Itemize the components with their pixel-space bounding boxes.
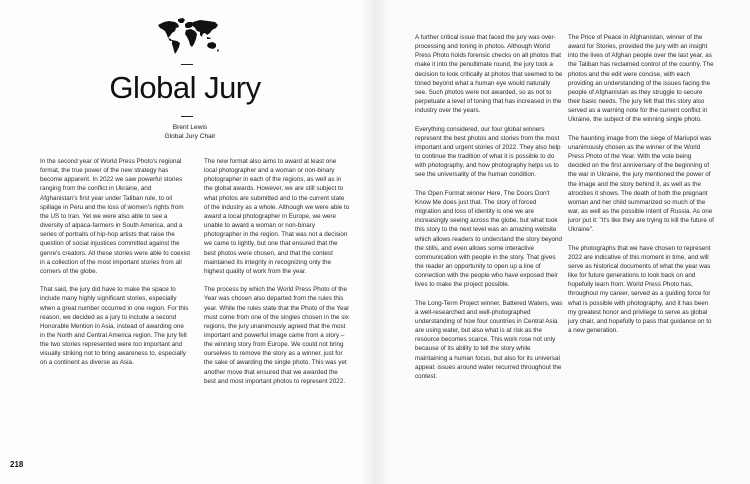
paragraph: The Open Format winner Here, The Doors Don't Know Me does just that. The story of forced migration and loss of identity is one we are increasingly seeing across the globe, but what took this story to the next level was an amazing website which allows readers to understand the story beyond the stills, and even allows some interactive communication with people in the story. That gives the reader an opportunity to open up a line of connection with the people who have exposed their lives to make the project possible. — [415, 189, 563, 289]
text-column-3 — [415, 33, 563, 381]
page-number: 218 — [10, 460, 24, 469]
page-title: Global Jury — [109, 70, 261, 105]
text-column-2 — [204, 157, 350, 386]
title-rule-top — [181, 64, 193, 65]
paragraph: The new format also aims to award at least one local photographer and a woman or non-binary photographer in each of the regions, as well as in the global awards. However, we are still subject to what photos are submitted and to the current state of the industry as a whole. Although we were able to award a local photographer in Europe, we were unable to award a woman or non-binary photographer in the region. That was not a decision we came to lightly, but one that ensured that the best photos were chosen, and that the contest maintained its integrity in recognizing only the highest quality of work from the year. — [204, 158, 350, 275]
paragraph: Everything considered, our four global winners represent the best photos and stories from the most important and urgent stories of 2022. They also help to continue the tradition of what it is possible to do with photography, and how photography helps us to see the universality of the human condition. — [415, 125, 561, 179]
paragraph: The haunting image from the siege of Mariupol was unanimously chosen as the winner of the World Press Photo of the Year. With the vote being decided on the first anniversary of the beginning of the war in Ukraine, the jury mentioned the power of the image and the story behind it, as well as the atrocities it shows. The death of both the pregnant woman and her child summarized so much of the war, as well as the possible intent of Russia. As one juror put it: "It's like they are trying to kill the future of Ukraine". — [568, 134, 714, 234]
author-role: Global Jury Chair — [164, 132, 216, 140]
paragraph: The process by which the World Press Photo of the Year was chosen also departed from the rules this year. While the rules state that the Photo of the Year must come from one of the singles chosen in the six regions, the jury unanimously agreed that the most important and powerful image came from a story – the winning story from Europe. We could not bring ourselves to remove the story as a winner, just for the sake of awarding the single photo. This was yet another move that ensured that we awarded the best and most important photos to represent 2022. — [204, 286, 350, 385]
paragraph: That said, the jury did have to make the space to include many highly significant stories, especially when a great number occurred in one region. For this reason, we decided as a jury to include a second Honorable Mention in Asia, instead of awarding one in the North and Central America region. The jury felt the two stories represented were too important and visually striking not to bring awareness to, especially on a continent as diverse as Asia. — [40, 286, 189, 367]
book-gutter-shadow — [360, 0, 390, 484]
right-page — [375, 0, 750, 484]
text-column-4 — [568, 33, 714, 335]
paragraph: A further critical issue that faced the jury was over-processing and toning in photos. Although World Press Photo holds forensic checks on all photos that make it into the penultimate round, the jury took a decision to look critically at photos that seemed to be toned beyond what a human eye would naturally see. Such photos were not awarded, so as not to perpetuate a level of toning that has increased in the industry over the years. — [415, 34, 563, 115]
paragraph: The photographs that we have chosen to represent 2022 are indicative of this moment in time, and will serve as historical documents of what the year was like for future generations to look back on and hopefully learn from. World Press Photo has, throughout my career, served as a guiding force for what is possible with photography, and it has been my greatest honor and privilege to serve as global jury chair, and hopefully to pass that guidance on to a new generation. — [568, 244, 712, 335]
paragraph: The Price of Peace in Afghanistan, winner of the award for Stories, provided the jury with an insight into the lives of Afghan people over the last year, as the Taliban has reclaimed control of the country. The photos and the edit were concise, with each providing an understanding of the issues facing the people of Afghanistan as they struggle to secure their basic needs. The jury felt that this story also served as a warning note for the current conflict in Ukraine, the subject of the winning single photo. — [568, 34, 714, 124]
title-rule-bottom — [181, 116, 193, 117]
paragraph: The Long-Term Project winner, Battered Waters, was a well-researched and well-photographed understanding of how four countries in Central Asia are using water, but also what is at risk as the resource becomes scarce. This work rose not only because of its ability to tell the story while maintaining a human focus, but also for its universal appeal: issues around water recurred throughout the contest. — [415, 299, 563, 380]
paragraph: In the second year of World Press Photo's regional format, the true power of the new strategy has become apparent. In 2022 we saw powerful stories ranging from the conflict in Ukraine, and Afghanistan's first year under Taliban rule, to oil spillage in Peru and the loss of women's rights from the US to Iran. Yet we were also able to see a diversity of alpaca-farmers in South America, and a series of portraits of hip-hop artists that raise the question of social injustices committed against the genre's creators. All these stories were able to coexist in a collection of the most important stories from all corners of the globe. — [40, 158, 190, 275]
world-map-icon — [156, 16, 220, 56]
author-name: Brent Lewis — [172, 124, 208, 131]
text-column-1 — [40, 157, 190, 368]
author-byline — [100, 124, 280, 141]
